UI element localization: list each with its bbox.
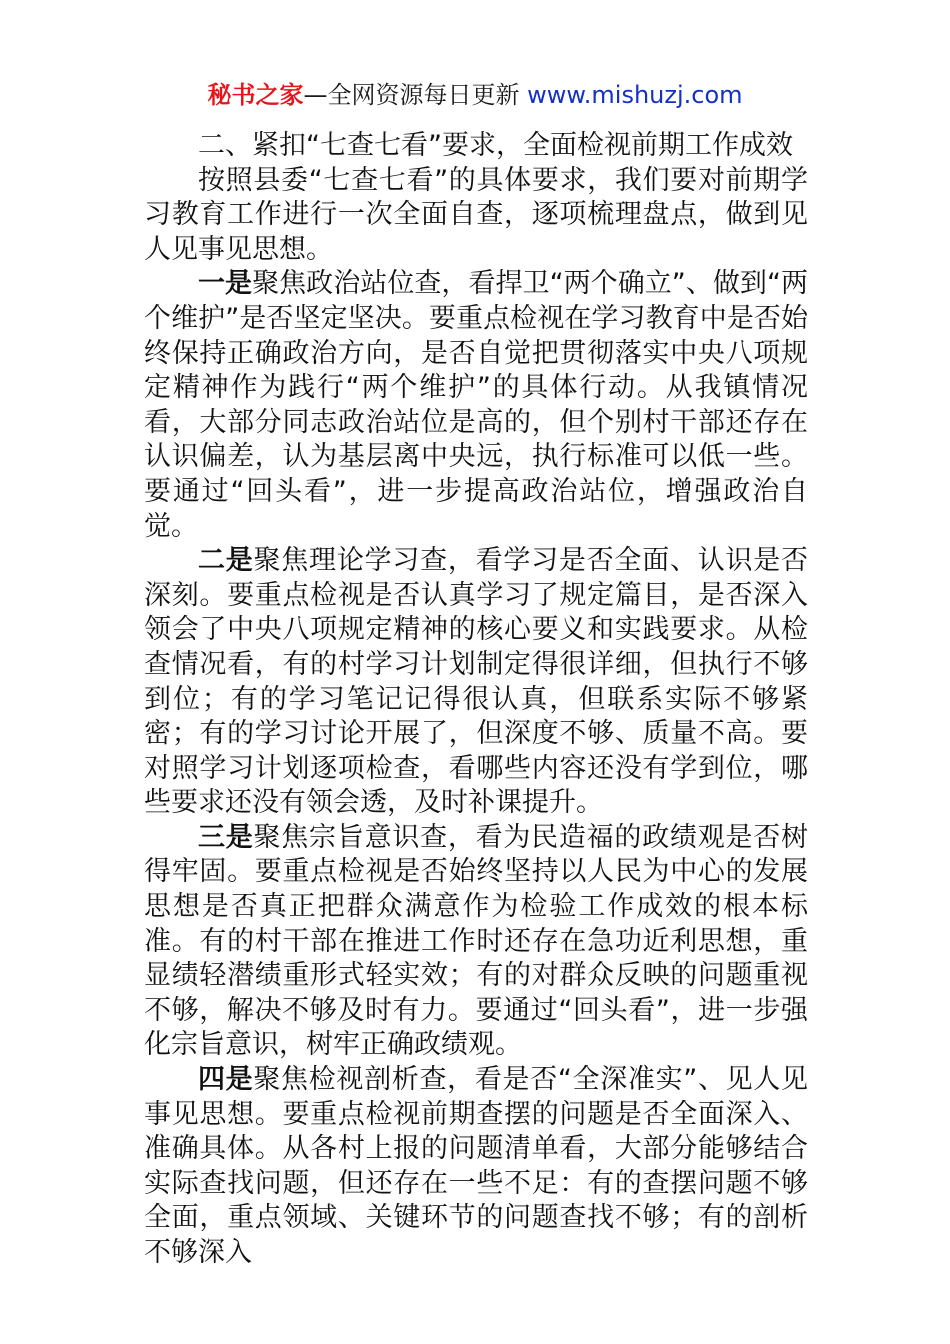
item-paragraph-1: [144, 267, 808, 544]
section-heading: 二、紧扣“七查七看”要求，全面检视前期工作成效: [198, 130, 793, 161]
item-paragraph-2: [144, 544, 808, 821]
item-lead: 一是: [198, 268, 253, 300]
item-paragraph-3: [144, 821, 808, 1063]
item-lead: 四是: [198, 1064, 254, 1096]
document-body: [144, 129, 808, 1271]
item-lead: 三是: [198, 821, 254, 853]
header-slogan: —全网资源每日更新: [303, 81, 528, 109]
item-text: 聚焦政治站位查，看捍卫“两个确立”、做到“两个维护”是否坚定坚决。要重点检视在学习教育中是否始终保持正确政治方向，是否自觉把贯彻落实中央八项规定精神作为践行“两个维护”的具体行动。从我镇情况看，大部分同志政治站位是高的，但个别村干部还存在认识偏差，认为基层离中央远，执行标准可以低一些。要通过“回头看”，进一步提高政治站位，增强政治自觉。: [144, 268, 808, 542]
brand-name: 秘书之家: [207, 81, 304, 109]
item-text: 聚焦检视剖析查，看是否“全深准实”、见人见事见思想。要重点检视前期查摆的问题是否全面深入、准确具体。从各村上报的问题清单看，大部分能够结合实际查找问题，但还存在一些不足：有的查摆问题不够全面，重点领域、关键环节的问题查找不够；有的剖析不够深入: [144, 1064, 809, 1268]
intro-paragraph: 按照县委“七查七看”的具体要求，我们要对前期学习教育工作进行一次全面自查，逐项梳理盘点，做到见人见事见思想。: [144, 164, 808, 265]
page-header: [0, 78, 950, 112]
item-paragraph-4: [144, 1063, 808, 1271]
item-text: 聚焦宗旨意识查，看为民造福的政绩观是否树得牢固。要重点检视是否始终坚持以人民为中心的发展思想是否真正把群众满意作为检验工作成效的根本标准。有的村干部在推进工作时还存在急功近利思想，重显绩轻潜绩重形式轻实效；有的对群众反映的问题重视不够，解决不够及时有力。要通过“回头看”，进一步强化宗旨意识，树牢正确政绩观。: [144, 821, 809, 1061]
item-lead: 二是: [198, 545, 254, 577]
site-url[interactable]: www.mishuzj.com: [527, 81, 743, 109]
item-text: 聚焦理论学习查，看学习是否全面、认识是否深刻。要重点检视是否认真学习了规定篇目，是否深入领会了中央八项规定精神的核心要义和实践要求。从检查情况看，有的村学习计划制定得很详细，但执行不够到位；有的学习笔记记得很认真，但联系实际不够紧密；有的学习讨论开展了，但深度不够、质量不高。要对照学习计划逐项检查，看哪些内容还没有学到位，哪些要求还没有领会透，及时补课提升。: [144, 545, 809, 819]
